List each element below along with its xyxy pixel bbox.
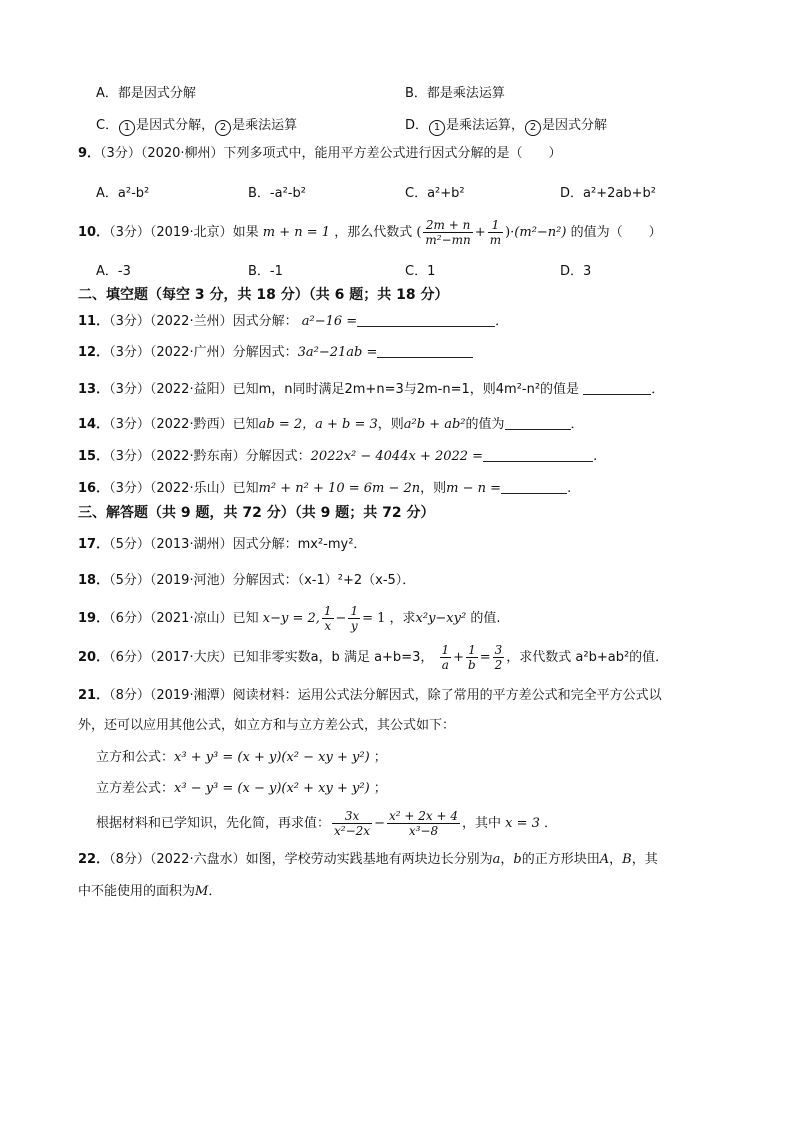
q10-option-c[interactable]: C．1 [405, 264, 436, 279]
cube-sum-formula: 立方和公式：x³ + y³ = (x + y)(x² − xy + y²) ； [96, 750, 387, 765]
question-21-line-2: 外，还可以应用其他公式，如立方和与立方差公式，其公式如下： [78, 718, 456, 733]
question-17: 17．（5分）（2013·湖州）因式分解：mx²-my²． [78, 537, 367, 552]
fraction: $\frac{1}{x}$ [323, 604, 332, 633]
fraction: $\frac{2m + n}{\text{m²−mn}}$ [425, 218, 471, 247]
answer-blank[interactable] [583, 380, 651, 395]
fraction: $\frac{1}{b}$ [468, 643, 476, 672]
section-3-title: 三、解答题（共 9 题，共 72 分）（共 9 题；共 72 分） [78, 505, 435, 521]
q10-option-a[interactable]: A．-3 [96, 264, 131, 279]
section-2-title: 二、填空题（每空 3 分，共 18 分）（共 6 题；共 18 分） [78, 287, 449, 303]
q8-option-b[interactable]: B．都是乘法运算 [405, 86, 505, 101]
question-21-task: 根据材料和已学知识，先化简，再求值： $\frac{3x}{\text{x²−2x}}$ − $\frac{\text{x² + 2x + 4}}{\text{x³−8}}$ ，其中 x = 3 ． [96, 809, 558, 838]
fraction: $\frac{3x}{\text{x²−2x}}$ [334, 809, 371, 838]
q9-option-c[interactable]: C．a²+b² [405, 186, 465, 201]
question-20: 20．（6分）（2017·大庆）已知非零实数a，b 满足 a+b=3， $\frac{1}{a}$ + $\frac{1}{b}$ = $\frac{3}{2}$ ，求代数式 a²b+ab²的值． [78, 643, 669, 672]
circled-number-icon: 2 [215, 120, 231, 136]
q8-option-c[interactable]: C． 1 是因式分解， 2 是乘法运算 [96, 114, 297, 136]
question-18: 18．（5分）（2019·河池）分解因式：（x-1）²+2（x-5）． [78, 573, 416, 588]
question-9: 9．（3分）（2020·柳州）下列多项式中，能用平方差公式进行因式分解的是（ ） [78, 146, 562, 161]
question-16: 16．（3分）（2022·乐山）已知m² + n² + 10 = 6m − 2n，则m − n = . [78, 481, 572, 496]
question-14: 14．（3分）（2022·黔西）已知ab = 2，a + b = 3，则a²b + ab²的值为 ． [78, 417, 584, 432]
answer-blank[interactable] [501, 479, 567, 494]
fraction: $\frac{3}{2}$ [494, 643, 503, 672]
question-12: 12．（3分）（2022·广州）分解因式：3a²−21ab = [78, 343, 473, 363]
circled-number-icon: 1 [119, 120, 135, 136]
cube-diff-formula: 立方差公式：x³ − y³ = (x − y)(x² + xy + y²) ； [96, 781, 387, 796]
fraction: $\frac{1}{y}$ [350, 604, 359, 633]
circled-number-icon: 1 [429, 120, 445, 136]
q9-option-a[interactable]: A．a²-b² [96, 186, 150, 201]
answer-blank[interactable] [357, 312, 495, 327]
question-11: 11．（3分）（2022·兰州）因式分解： a²−16 = ． [78, 314, 509, 329]
q8-option-a[interactable]: A．都是因式分解 [96, 86, 196, 101]
fraction: $\frac{1}{m}$ [489, 218, 502, 247]
q9-option-b[interactable]: B．-a²-b² [248, 186, 306, 201]
q10-option-b[interactable]: B．-1 [248, 264, 283, 279]
question-21: 21．（8分）（2019·湘潭）阅读材料：运用公式法分解因式，除了常用的平方差公式和完全平方公式以 [78, 688, 662, 703]
question-10: 10．（3分）（2019·北京）如果 m + n = 1 ，那么代数式 ( $\frac{2m + n}{\text{m²−mn}}$ + $\frac{1}{m}$ )·(m²−n²) 的值为（ ） [78, 218, 662, 247]
answer-blank[interactable] [483, 447, 593, 462]
q8-option-d[interactable]: D． 1 是乘法运算， 2 是因式分解 [405, 114, 607, 136]
q10-option-d[interactable]: D．3 [560, 264, 592, 279]
circled-number-icon: 2 [525, 120, 541, 136]
answer-blank[interactable] [377, 343, 473, 358]
question-22-line-2: 中不能使用的面积为M． [78, 884, 222, 899]
answer-blank[interactable] [505, 415, 571, 430]
fraction: $\frac{\text{x² + 2x + 4}}{\text{x³−8}}$ [388, 809, 458, 838]
question-15: 15．（3分）（2022·黔东南）分解因式：2022x² − 4044x + 2022 = . [78, 449, 598, 464]
fraction: $\frac{1}{a}$ [441, 643, 450, 672]
question-22: 22．（8分）（2022·六盘水）如图，学校劳动实践基地有两块边长分别为a，b的正方形块田A，B，其 [78, 852, 658, 867]
question-19: 19．（6分）（2021·凉山）已知 x−y = 2, $\frac{1}{x}$ − $\frac{1}{y}$ = 1 ，求x²y−xy² 的值. [78, 604, 501, 633]
question-13: 13．（3分）（2022·益阳）已知m，n同时满足2m+n=3与2m-n=1，则4m²-n²的值是 ． [78, 382, 665, 397]
q9-option-d[interactable]: D．a²+2ab+b² [560, 186, 656, 201]
